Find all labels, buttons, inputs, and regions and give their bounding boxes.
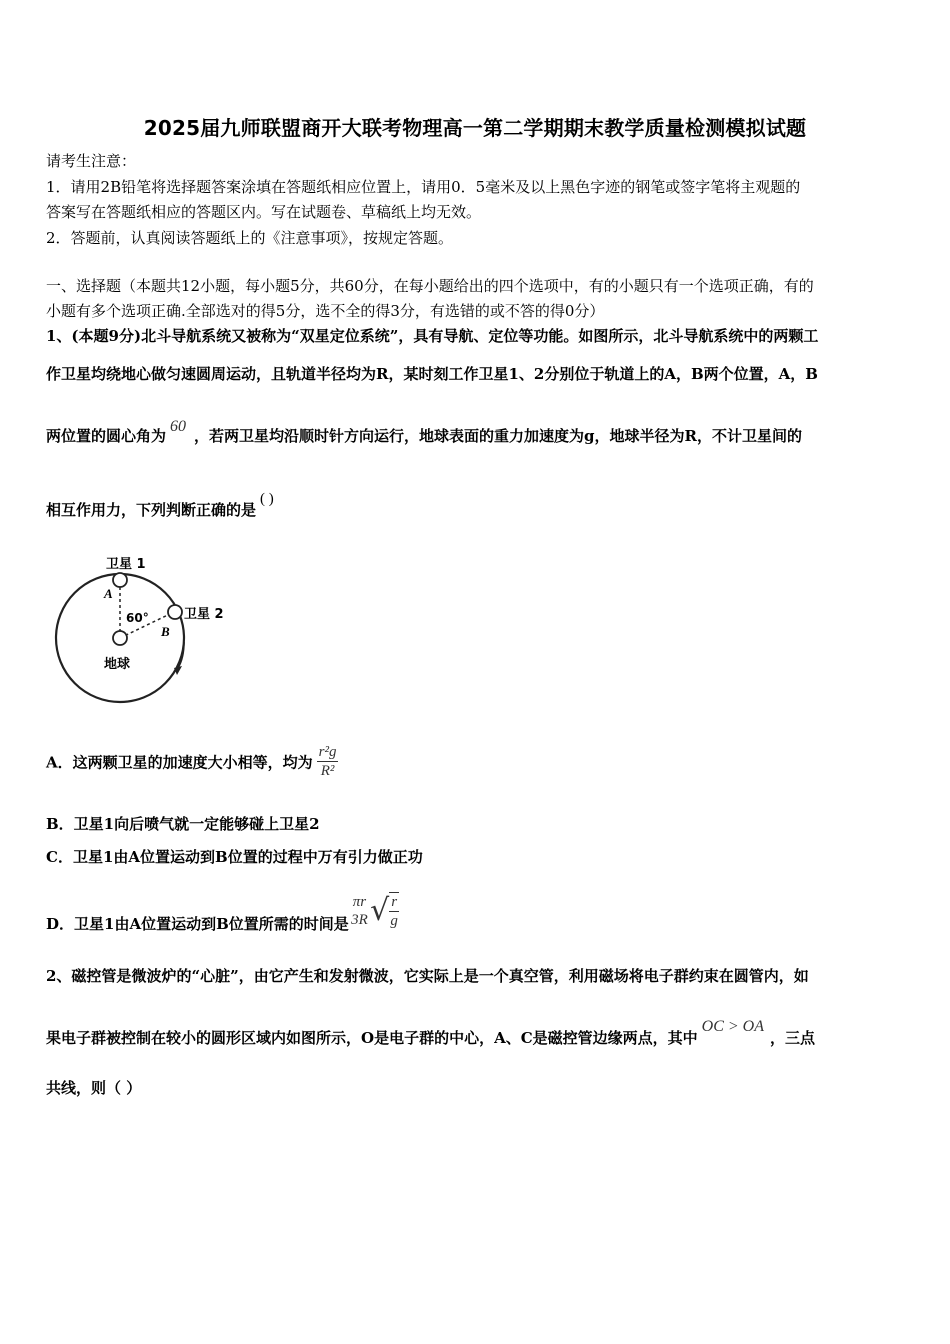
option-d-text: D．卫星1由A位置运动到B位置所需的时间是 xyxy=(46,915,349,933)
direction-arrowhead-icon xyxy=(174,666,182,675)
option-a xyxy=(46,745,338,782)
option-d-numerator: πr xyxy=(352,894,367,910)
option-d-fraction xyxy=(351,893,368,929)
answer-paren: ( ) xyxy=(260,491,274,507)
option-d-root-fraction xyxy=(389,892,399,930)
q1-line4 xyxy=(46,491,274,521)
angle-value: 60 xyxy=(170,418,187,435)
option-d-root-numerator: r xyxy=(391,894,398,910)
notice-item1-line1: 1．请用2B铅笔将选择题答案涂填在答题纸相应位置上，请用0．5毫米及以上黑色字迹的钢笔或签字笔将主观题的 xyxy=(46,178,801,196)
option-a-text: A．这两颗卫星的加速度大小相等，均为 xyxy=(46,753,313,772)
q2-line2 xyxy=(46,1018,816,1049)
q2-line2b: ，三点 xyxy=(770,1029,816,1047)
q2-line3: 共线，则（ ） xyxy=(46,1079,142,1097)
q2-line1: 2、磁控管是微波炉的“心脏”，由它产生和发射微波，它实际上是一个真空管，利用磁场将电子群约束在圆管内，如 xyxy=(46,967,809,985)
satellite-2-icon xyxy=(168,605,182,619)
q1-line2: 作卫星均绕地心做匀速圆周运动，且轨道半径均为R，某时刻工作卫星1、2分别位于轨道上的A，B两个位置，A，B xyxy=(46,365,818,383)
satellite-orbit-figure xyxy=(46,550,266,710)
q1-line3 xyxy=(46,418,802,447)
option-d-denominator: 3R xyxy=(351,912,368,928)
sat1-label: 卫星 1 xyxy=(106,557,146,572)
point-b-label: B xyxy=(161,624,170,639)
sqrt-symbol-icon: √ xyxy=(370,893,390,928)
option-d xyxy=(46,892,399,933)
notice-heading: 请考生注意： xyxy=(46,152,137,170)
q1-line4-text: 相互作用力，下列判断正确的是 xyxy=(46,501,257,519)
option-a-fraction xyxy=(317,743,339,780)
q2-line2a: 果电子群被控制在较小的圆形区域内如图所示，O是电子群的中心，A、C是磁控管边缘两点，其中 xyxy=(46,1029,698,1047)
q1-line3b: ，若两卫星均沿顺时针方向运行，地球表面的重力加速度为g，地球半径为R，不计卫星间的 xyxy=(194,427,802,445)
angle-label: 60° xyxy=(126,611,149,625)
page-title: 2025届九师联盟商开大联考物理高一第二学期期末教学质量检测模拟试题 xyxy=(143,116,807,140)
notice-item2: 2．答题前，认真阅读答题纸上的《注意事项》，按规定答题。 xyxy=(46,229,454,247)
section-line2: 小题有多个选项正确.全部选对的得5分，选不全的得3分，有选错的或不答的得0分） xyxy=(46,302,605,320)
earth-circle xyxy=(113,631,127,645)
point-a-label: A xyxy=(104,586,113,601)
option-a-denominator: R² xyxy=(320,763,335,779)
q1-line1: 1、(本题9分)北斗导航系统又被称为“双星定位系统”，具有导航、定位等功能。如图所示，北斗导航系统中的两颗工 xyxy=(46,327,819,345)
sat2-label: 卫星 2 xyxy=(184,607,224,622)
option-a-numerator: r²g xyxy=(318,744,337,760)
option-b: B．卫星1向后喷气就一定能够碰上卫星2 xyxy=(46,815,320,833)
q1-line3a: 两位置的圆心角为 xyxy=(46,427,167,445)
option-c: C．卫星1由A位置运动到B位置的过程中万有引力做正功 xyxy=(46,848,423,866)
inequality: OC > OA xyxy=(701,1018,765,1035)
notice-item1-line2: 答案写在答题纸相应的答题区内。写在试题卷、草稿纸上均无效。 xyxy=(46,203,482,221)
option-d-root-denominator: g xyxy=(390,913,398,929)
section-line1: 一、选择题（本题共12小题，每小题5分，共60分，在每小题给出的四个选项中，有的小题只有一个选项正确，有的 xyxy=(46,277,814,295)
satellite-1-icon xyxy=(113,573,127,587)
earth-label: 地球 xyxy=(104,657,131,672)
